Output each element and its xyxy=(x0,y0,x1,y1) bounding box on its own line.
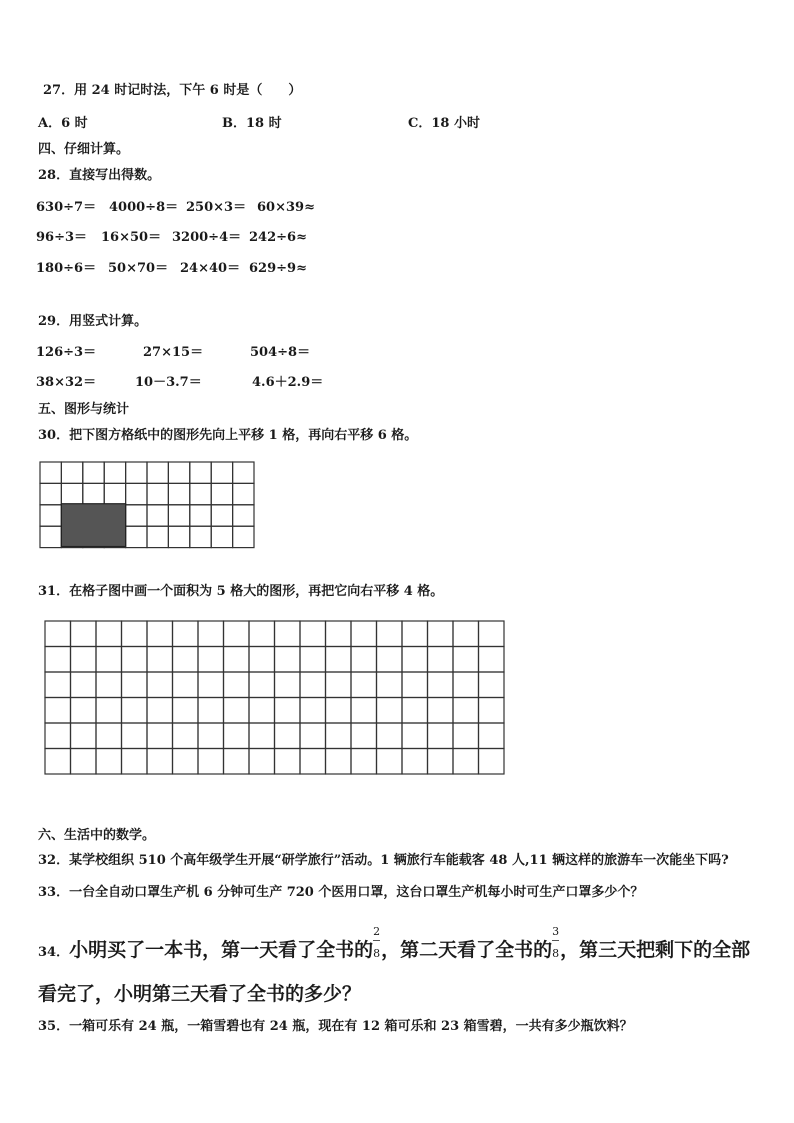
grid-cell xyxy=(96,621,122,647)
grid-cell xyxy=(326,672,352,698)
grid-cell xyxy=(83,483,104,504)
grid-cell xyxy=(233,505,254,526)
grid-cell xyxy=(224,672,250,698)
fraction-2-8 xyxy=(373,925,381,962)
grid-cell xyxy=(249,647,275,673)
grid-cell xyxy=(147,621,173,647)
grid-cell xyxy=(351,698,377,724)
question-28-stem: 28．直接写出得数。 xyxy=(38,168,161,183)
q28-item: 630÷7＝ xyxy=(36,200,97,215)
grid-cell xyxy=(326,647,352,673)
question-30-stem: 30．把下图方格纸中的图形先向上平移 1 格，再向右平移 6 格。 xyxy=(38,428,418,443)
grid-cell xyxy=(45,621,71,647)
grid-cell xyxy=(428,647,454,673)
grid-cell xyxy=(96,749,122,775)
grid-cell xyxy=(402,621,428,647)
q29-item: 4.6＋2.9＝ xyxy=(252,375,324,390)
grid-cell xyxy=(402,723,428,749)
fraction-denominator: 8 xyxy=(373,947,381,960)
section-4-heading: 四、仔细计算。 xyxy=(38,142,130,157)
grid-cell xyxy=(351,647,377,673)
q31-grid xyxy=(44,620,508,778)
grid-cell xyxy=(173,672,199,698)
question-29-stem: 29．用竖式计算。 xyxy=(38,314,148,329)
grid-cell xyxy=(300,698,326,724)
grid-cell xyxy=(479,723,505,749)
grid-cell xyxy=(479,647,505,673)
grid-cell xyxy=(326,698,352,724)
q28-item: 50×70＝ xyxy=(108,261,169,276)
grid-cell xyxy=(147,505,168,526)
q34-text-part-1: 小明买了一本书，第一天看了全书的 xyxy=(69,939,374,961)
grid-cell xyxy=(173,698,199,724)
grid-cell xyxy=(377,723,403,749)
grid-cell xyxy=(300,749,326,775)
grid-cell xyxy=(300,672,326,698)
grid-cell xyxy=(71,723,97,749)
fraction-3-8 xyxy=(552,925,560,962)
grid-cell xyxy=(122,621,148,647)
grid-cell xyxy=(147,749,173,775)
grid-cell xyxy=(190,462,211,483)
grid-cell xyxy=(190,526,211,547)
grid-cell xyxy=(198,698,224,724)
grid-cell xyxy=(40,483,61,504)
question-34-line-1 xyxy=(38,925,751,965)
grid-cell xyxy=(249,698,275,724)
grid-cell xyxy=(453,698,479,724)
grid-cell xyxy=(326,749,352,775)
grid-cell xyxy=(300,647,326,673)
grid-cell xyxy=(453,723,479,749)
q28-item: 4000÷8＝ xyxy=(109,200,179,215)
grid-cell xyxy=(377,698,403,724)
grid-cell xyxy=(168,526,189,547)
grid-cell xyxy=(479,621,505,647)
grid-cell xyxy=(122,672,148,698)
grid-cell xyxy=(233,483,254,504)
grid-cell xyxy=(122,749,148,775)
grid-cell xyxy=(275,621,301,647)
grid-cell xyxy=(479,749,505,775)
grid-cell xyxy=(147,462,168,483)
grid-cell xyxy=(45,723,71,749)
grid-cell xyxy=(211,462,232,483)
grid-cell xyxy=(224,698,250,724)
grid-cell xyxy=(61,462,82,483)
q29-item: 38×32＝ xyxy=(36,375,97,390)
q29-item: 504÷8＝ xyxy=(250,345,311,360)
grid-cell xyxy=(45,647,71,673)
grid-cell xyxy=(190,483,211,504)
grid-cell xyxy=(147,526,168,547)
grid-cell xyxy=(71,698,97,724)
grid-cell xyxy=(402,698,428,724)
grid-cell xyxy=(122,698,148,724)
grid-cell xyxy=(147,672,173,698)
grid-cell xyxy=(224,647,250,673)
grid-cell xyxy=(40,462,61,483)
grid-cell xyxy=(351,621,377,647)
grid-cell xyxy=(453,621,479,647)
grid-cell xyxy=(198,621,224,647)
grid-cell xyxy=(377,647,403,673)
grid-cell xyxy=(173,749,199,775)
grid-cell xyxy=(96,647,122,673)
grid-cell xyxy=(147,723,173,749)
grid-cell xyxy=(402,647,428,673)
grid-cell xyxy=(173,621,199,647)
grid-cell xyxy=(249,672,275,698)
grid-cell xyxy=(479,672,505,698)
grid-cell xyxy=(428,749,454,775)
grid-cell xyxy=(147,483,168,504)
grid-cell xyxy=(173,647,199,673)
grid-cell xyxy=(40,526,61,547)
grid-cell xyxy=(126,505,147,526)
q28-item: 242÷6≈ xyxy=(249,230,307,245)
q29-item: 10－3.7＝ xyxy=(135,375,202,390)
q34-number: 34． xyxy=(38,945,70,960)
grid-cell xyxy=(168,505,189,526)
q27-option-c: C．18 小时 xyxy=(408,116,480,131)
grid-cell xyxy=(233,526,254,547)
grid-cell xyxy=(275,723,301,749)
grid-cell xyxy=(71,749,97,775)
grid-cell xyxy=(126,483,147,504)
q28-item: 629÷9≈ xyxy=(249,261,307,276)
section-5-heading: 五、图形与统计 xyxy=(38,402,130,417)
grid-cell xyxy=(428,698,454,724)
grid-cell xyxy=(402,749,428,775)
grid-cell xyxy=(45,749,71,775)
q34-text-part-3: ，第三天把剩下的全部 xyxy=(560,939,751,961)
grid-cell xyxy=(168,483,189,504)
grid-cell xyxy=(275,698,301,724)
grid-cell xyxy=(122,647,148,673)
grid-cell xyxy=(45,698,71,724)
grid-cell xyxy=(224,749,250,775)
grid-cell xyxy=(275,749,301,775)
grid-cell xyxy=(198,647,224,673)
question-32: 32．某学校组织 510 个高年级学生开展“研学旅行”活动。1 辆旅行车能载客 48 人,11 辆这样的旅游车一次能坐下吗? xyxy=(38,853,729,868)
grid-cell xyxy=(428,672,454,698)
grid-cell xyxy=(275,672,301,698)
grid-cell xyxy=(249,723,275,749)
question-31-stem: 31．在格子图中画一个面积为 5 格大的图形，再把它向右平移 4 格。 xyxy=(38,584,444,599)
grid-cell xyxy=(96,723,122,749)
grid-cell xyxy=(300,621,326,647)
section-6-heading: 六、生活中的数学。 xyxy=(38,828,156,843)
question-35: 35．一箱可乐有 24 瓶，一箱雪碧也有 24 瓶，现在有 12 箱可乐和 23 箱雪碧，一共有多少瓶饮料？ xyxy=(38,1019,633,1034)
shaded-rectangle xyxy=(61,504,125,547)
grid-cell xyxy=(126,526,147,547)
q29-item: 27×15＝ xyxy=(143,345,204,360)
grid-cell xyxy=(211,505,232,526)
grid-cell xyxy=(96,698,122,724)
fraction-numerator: 2 xyxy=(373,925,381,938)
question-33: 33．一台全自动口罩生产机 6 分钟可生产 720 个医用口罩，这台口罩生产机每小时可生产口罩多少个？ xyxy=(38,885,644,900)
q34-text-part-2: ，第二天看了全书的 xyxy=(381,939,553,961)
grid-cell xyxy=(45,672,71,698)
grid-cell xyxy=(224,621,250,647)
grid-cell xyxy=(326,723,352,749)
fraction-denominator: 8 xyxy=(552,947,560,960)
grid-cell xyxy=(300,723,326,749)
grid-cell xyxy=(211,526,232,547)
grid-cell xyxy=(104,462,125,483)
q27-option-a: A．6 时 xyxy=(38,116,88,131)
q28-item: 24×40＝ xyxy=(180,261,241,276)
grid-cell xyxy=(351,749,377,775)
grid-cell xyxy=(479,698,505,724)
grid-cell xyxy=(173,723,199,749)
grid-cell xyxy=(275,647,301,673)
grid-cell xyxy=(326,621,352,647)
grid-cell xyxy=(249,621,275,647)
grid-cell xyxy=(96,672,122,698)
q28-item: 96÷3＝ xyxy=(36,230,88,245)
grid-cell xyxy=(147,647,173,673)
q28-item: 60×39≈ xyxy=(257,200,315,215)
grid-cell xyxy=(198,749,224,775)
grid-cell xyxy=(71,647,97,673)
grid-cell xyxy=(351,723,377,749)
fraction-numerator: 3 xyxy=(552,925,560,938)
grid-cell xyxy=(453,647,479,673)
grid-cell xyxy=(122,723,148,749)
grid-cell xyxy=(190,505,211,526)
grid-cell xyxy=(168,462,189,483)
grid-cell xyxy=(198,723,224,749)
grid-cell xyxy=(211,483,232,504)
grid-cell xyxy=(377,621,403,647)
grid-cell xyxy=(351,672,377,698)
q28-item: 180÷6＝ xyxy=(36,261,97,276)
grid-cell xyxy=(40,505,61,526)
grid-cell xyxy=(224,723,250,749)
grid-cell xyxy=(147,698,173,724)
grid-cell xyxy=(71,621,97,647)
question-34-line-2: 看完了，小明第三天看了全书的多少？ xyxy=(38,983,362,1005)
grid-cell xyxy=(83,462,104,483)
q29-item: 126÷3＝ xyxy=(36,345,97,360)
grid-cell xyxy=(377,749,403,775)
q28-item: 3200÷4＝ xyxy=(172,230,242,245)
grid-cell xyxy=(249,749,275,775)
grid-cell xyxy=(104,483,125,504)
grid-cell xyxy=(71,672,97,698)
q28-item: 16×50＝ xyxy=(101,230,162,245)
question-27-stem: 27．用 24 时记时法，下午 6 时是（ ） xyxy=(43,83,302,98)
grid-cell xyxy=(453,749,479,775)
grid-cell xyxy=(402,672,428,698)
grid-cell xyxy=(428,621,454,647)
q30-grid xyxy=(38,460,258,566)
q28-item: 250×3＝ xyxy=(186,200,247,215)
grid-cell xyxy=(61,483,82,504)
q27-option-b: B．18 时 xyxy=(222,116,282,131)
grid-cell xyxy=(233,462,254,483)
grid-cell xyxy=(428,723,454,749)
grid-cell xyxy=(377,672,403,698)
grid-cell xyxy=(198,672,224,698)
grid-cell xyxy=(126,462,147,483)
grid-cell xyxy=(453,672,479,698)
